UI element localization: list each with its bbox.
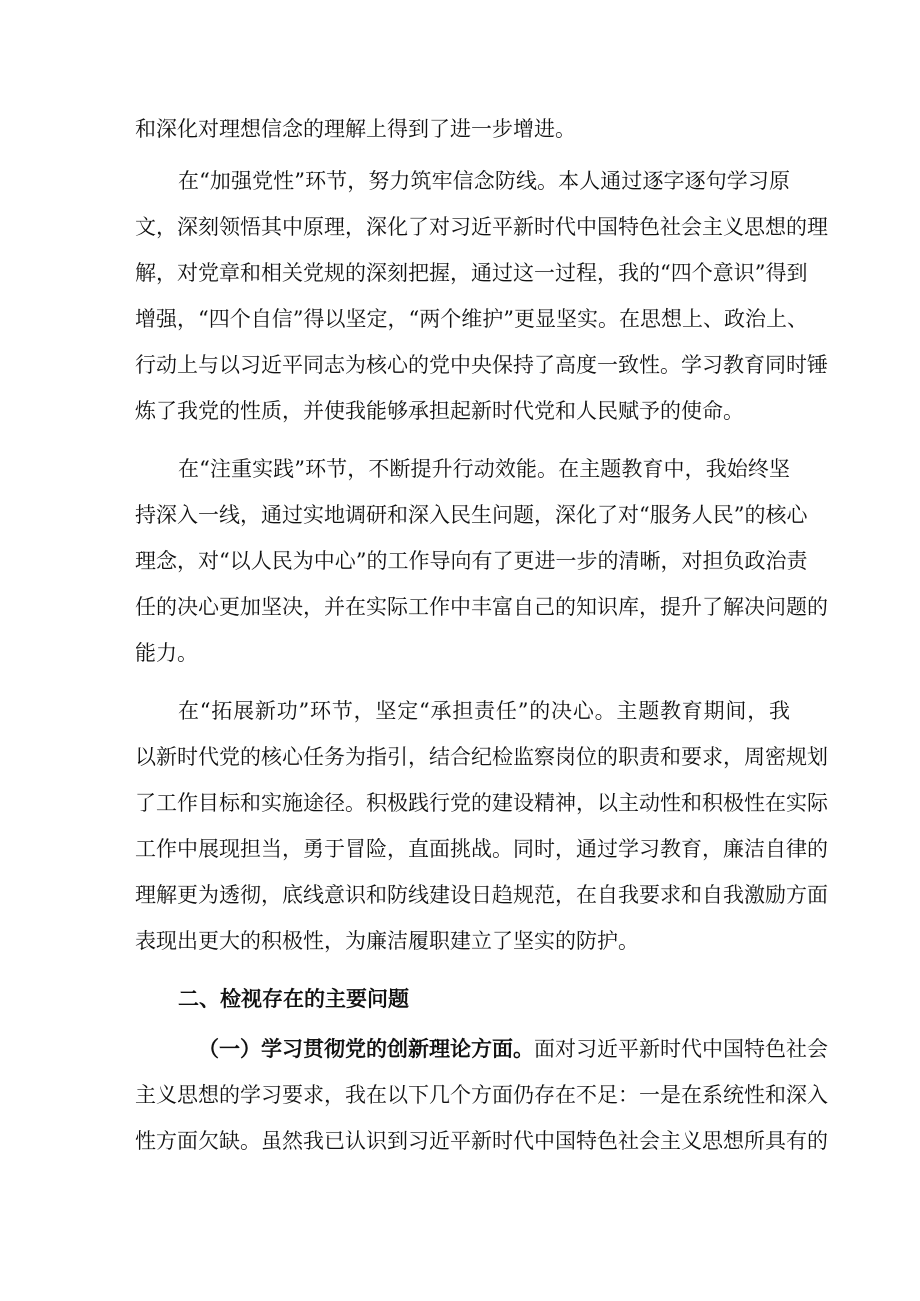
paragraph-line: 在“加强党性”环节，努力筑牢信念防线。本人通过逐字逐句学习原 [178, 169, 790, 193]
paragraph-text: 面对习近平新时代中国特色社会 [534, 1037, 828, 1061]
paragraph-line: 理念，对“以人民为中心”的工作导向有了更进一步的清晰，对担负政治责 [135, 549, 808, 573]
subsection-paragraph-line [198, 1032, 828, 1066]
paragraph-line: 表现出更大的积极性，为廉洁履职建立了坚实的防护。 [135, 929, 639, 953]
paragraph-line: 持深入一线，通过实地调研和深入民生问题，深化了对“服务人民”的核心 [135, 503, 808, 527]
paragraph-line: 行动上与以习近平同志为核心的党中央保持了高度一致性。学习教育同时锤 [135, 353, 828, 377]
section-heading: 二、检视存在的主要问题 [178, 986, 409, 1011]
paragraph-line: 了工作目标和实施途径。积极践行党的建设精神，以主动性和积极性在实际 [135, 791, 828, 815]
subsection-heading: （一）学习贯彻党的创新理论方面。 [198, 1036, 534, 1061]
paragraph-line: 解，对党章和相关党规的深刻把握，通过这一过程，我的“四个意识”得到 [135, 261, 808, 285]
paragraph-line: 文，深刻领悟其中原理，深化了对习近平新时代中国特色社会主义思想的理 [135, 215, 828, 239]
paragraph-line: 炼了我党的性质，并使我能够承担起新时代党和人民赋予的使命。 [135, 399, 744, 423]
paragraph-line: 工作中展现担当，勇于冒险，直面挑战。同时，通过学习教育，廉洁自律的 [135, 837, 828, 861]
paragraph-line: 在“注重实践”环节，不断提升行动效能。在主题教育中，我始终坚 [178, 457, 790, 481]
paragraph-line: 理解更为透彻，底线意识和防线建设日趋规范，在自我要求和自我激励方面 [135, 883, 828, 907]
paragraph-line: 在“拓展新功”环节，坚定“承担责任”的决心。主题教育期间，我 [178, 699, 790, 723]
paragraph-line: 能力。 [135, 641, 198, 665]
paragraph-line: 性方面欠缺。虽然我已认识到习近平新时代中国特色社会主义思想所具有的 [135, 1129, 828, 1153]
paragraph-line: 任的决心更加坚决，并在实际工作中丰富自己的知识库，提升了解决问题的 [135, 595, 828, 619]
paragraph-line: 主义思想的学习要求，我在以下几个方面仍存在不足：一是在系统性和深入 [135, 1083, 828, 1107]
paragraph-line: 以新时代党的核心任务为指引，结合纪检监察岗位的职责和要求，周密规划 [135, 745, 828, 769]
paragraph-line: 和深化对理想信念的理解上得到了进一步增进。 [135, 117, 576, 141]
paragraph-line: 增强，“四个自信”得以坚定，“两个维护”更显坚实。在思想上、政治上、 [135, 307, 808, 331]
